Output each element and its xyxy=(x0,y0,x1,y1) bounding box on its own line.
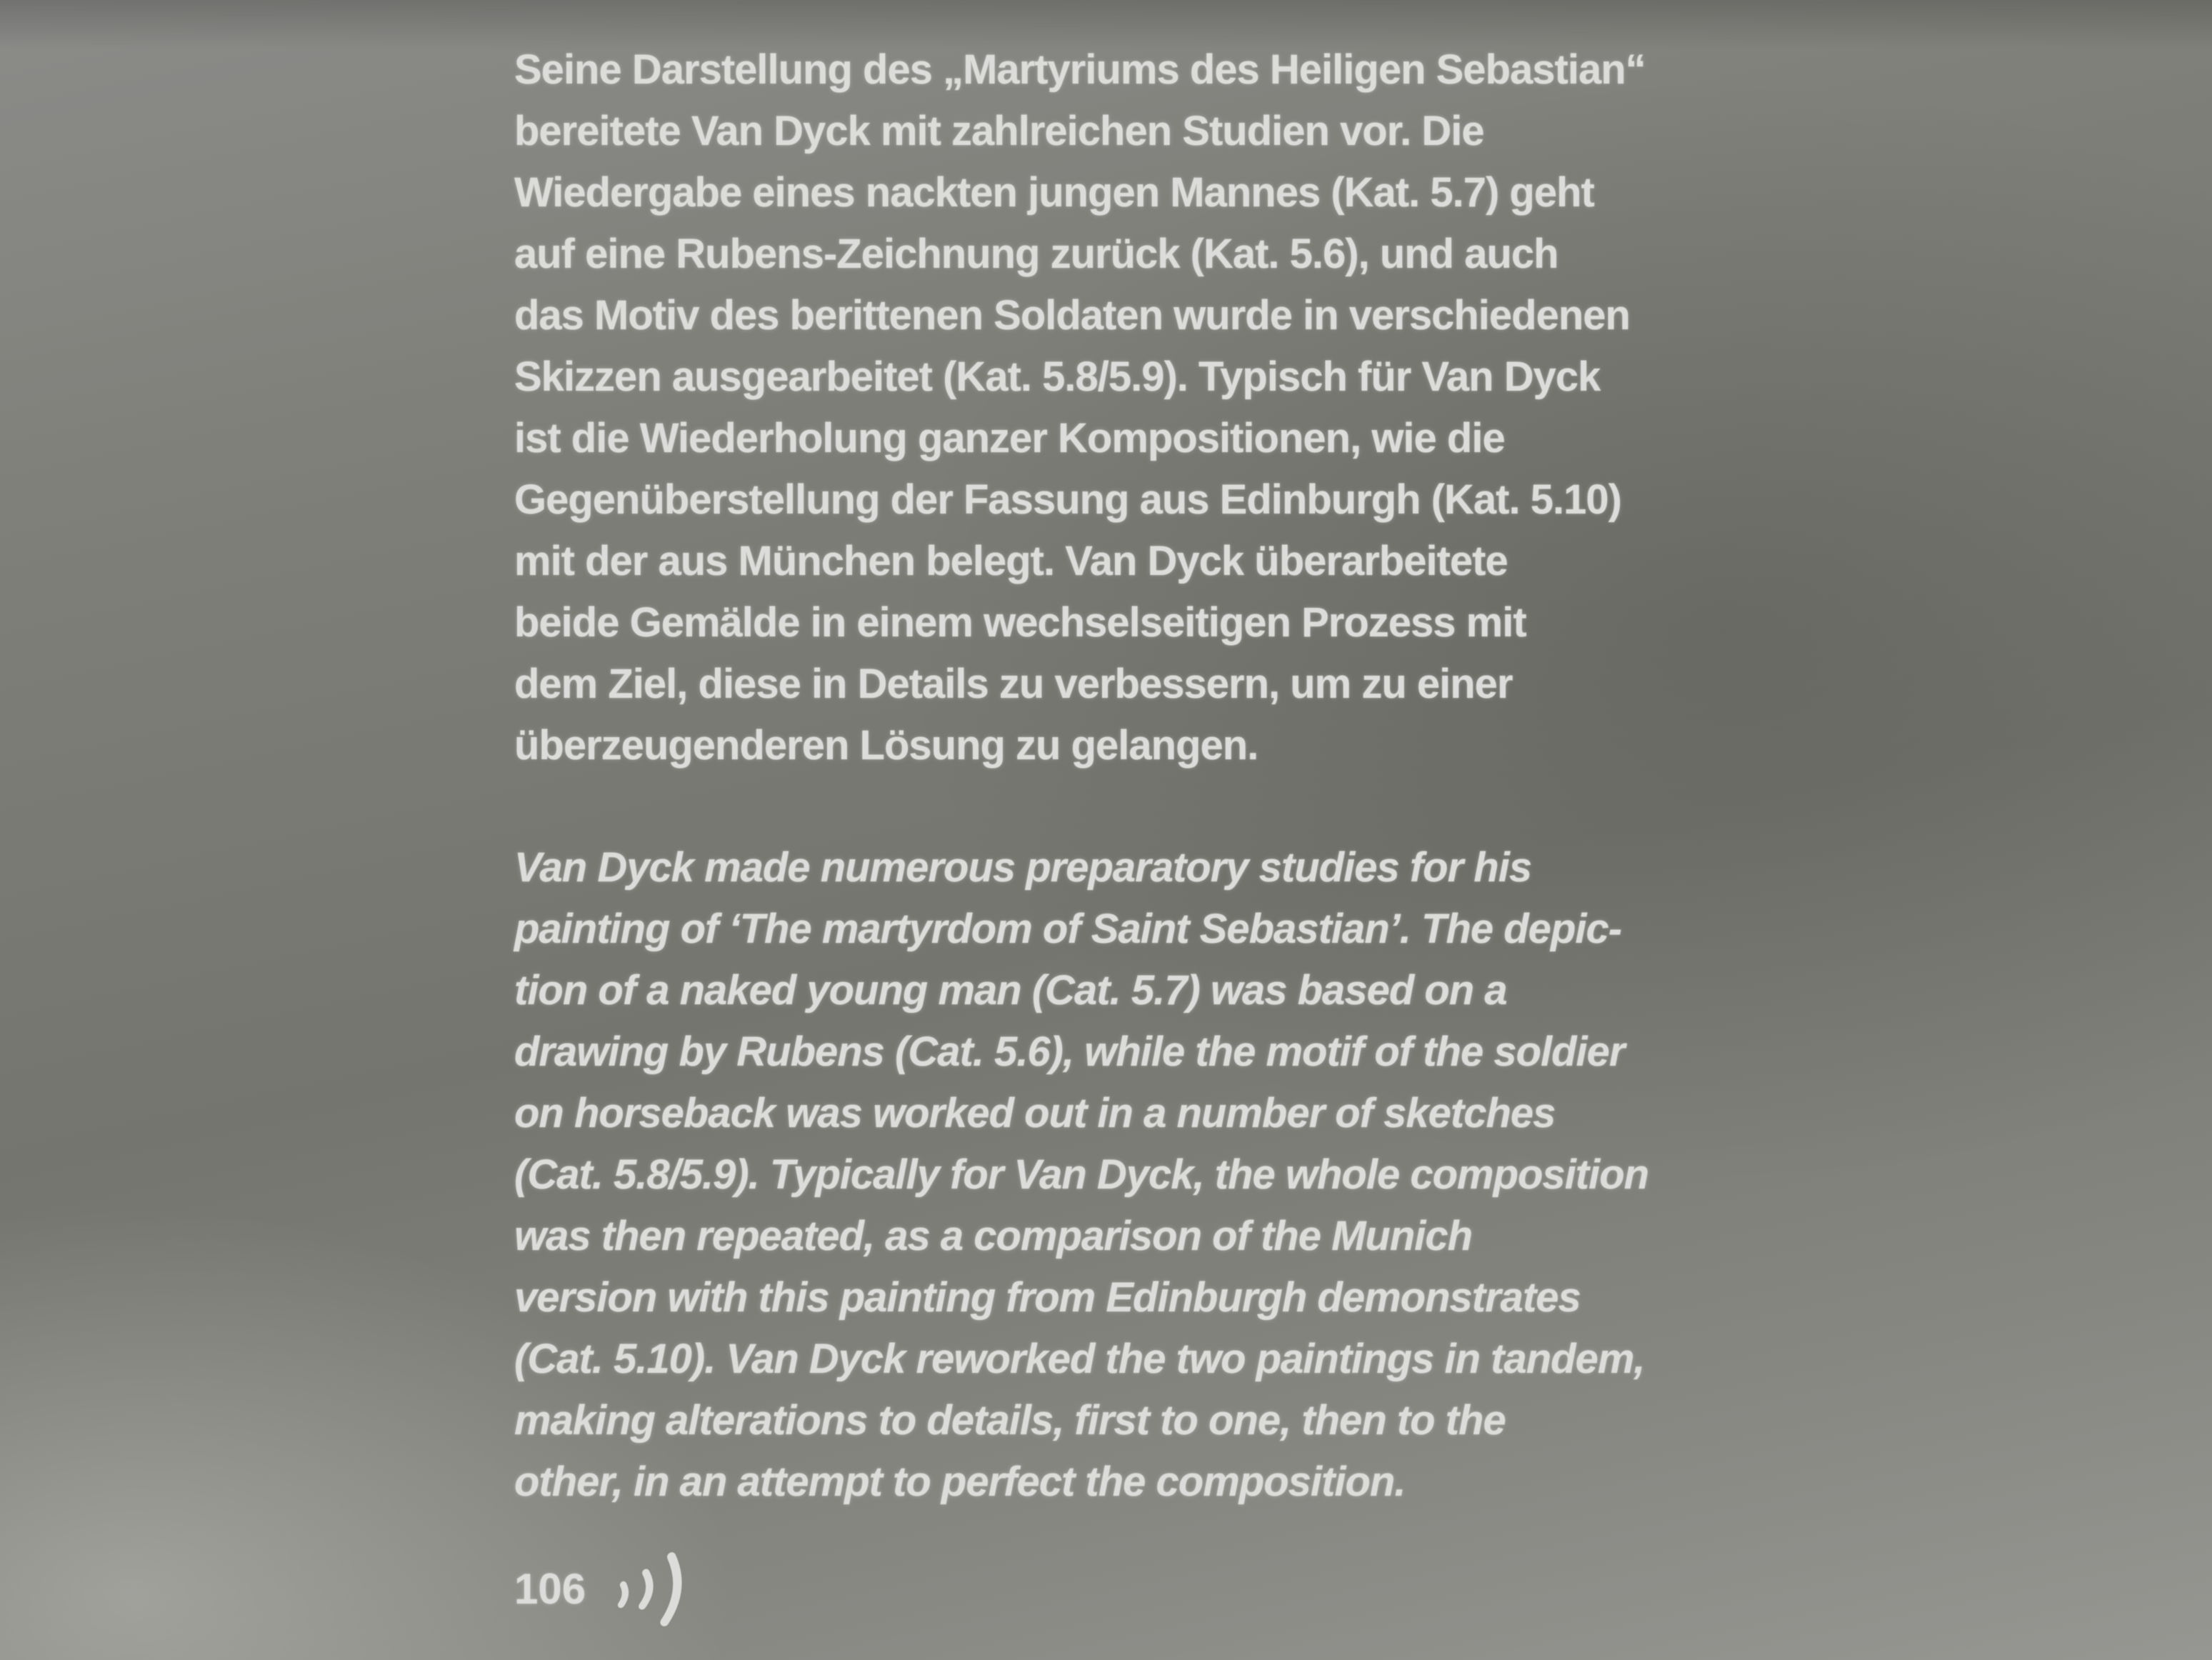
german-text-line: mit der aus München belegt. Van Dyck überarbeitete xyxy=(514,538,1508,584)
label-text-column xyxy=(514,39,1771,1636)
german-text-line: Skizzen ausgearbeitet (Kat. 5.8/5.9). Typisch für Van Dyck xyxy=(514,354,1601,400)
english-text-line: making alterations to details, first to one, then to the xyxy=(514,1397,1506,1444)
english-text-line: Van Dyck made numerous preparatory studies for his xyxy=(514,844,1532,891)
english-text-line: other, in an attempt to perfect the composition. xyxy=(514,1459,1406,1505)
german-text-line: ist die Wiederholung ganzer Kompositionen, wie die xyxy=(514,415,1505,461)
german-text-line: Seine Darstellung des „Martyriums des Heiligen Sebastian“ xyxy=(514,46,1646,93)
english-text-line: painting of ‘The martyrdom of Saint Sebastian’. The depic- xyxy=(514,906,1622,952)
english-paragraph xyxy=(514,837,1771,1513)
english-text-line: was then repeated, as a comparison of the Munich xyxy=(514,1213,1473,1259)
english-text-line: (Cat. 5.10). Van Dyck reworked the two paintings in tandem, xyxy=(514,1336,1645,1382)
german-text-line: bereitete Van Dyck mit zahlreichen Studien vor. Die xyxy=(514,108,1484,154)
english-text-line: (Cat. 5.8/5.9). Typically for Van Dyck, the whole composition xyxy=(514,1151,1649,1198)
german-text-line: Wiedergabe eines nackten jungen Mannes (Kat. 5.7) geht xyxy=(514,169,1594,216)
audio-guide-number: 106 xyxy=(514,1565,586,1613)
german-text-line: auf eine Rubens-Zeichnung zurück (Kat. 5.6), und auch xyxy=(514,231,1558,277)
german-text-line: das Motiv des berittenen Soldaten wurde in verschiedenen xyxy=(514,292,1630,339)
german-paragraph xyxy=(514,39,1771,776)
german-text-line: überzeugenderen Lösung zu gelangen. xyxy=(514,722,1258,769)
german-text-line: dem Ziel, diese in Details zu verbessern, um zu einer xyxy=(514,661,1513,707)
english-text-line: on horseback was worked out in a number of sketches xyxy=(514,1090,1556,1136)
english-text-line: tion of a naked young man (Cat. 5.7) was based on a xyxy=(514,967,1507,1014)
german-text-line: beide Gemälde in einem wechselseitigen Prozess mit xyxy=(514,599,1526,646)
audio-guide-row xyxy=(514,1543,1771,1636)
sound-waves-icon xyxy=(610,1543,690,1636)
english-text-line: drawing by Rubens (Cat. 5.6), while the motif of the soldier xyxy=(514,1029,1625,1075)
english-text-line: version with this painting from Edinburgh demonstrates xyxy=(514,1274,1581,1321)
german-text-line: Gegenüberstellung der Fassung aus Edinburgh (Kat. 5.10) xyxy=(514,476,1621,523)
